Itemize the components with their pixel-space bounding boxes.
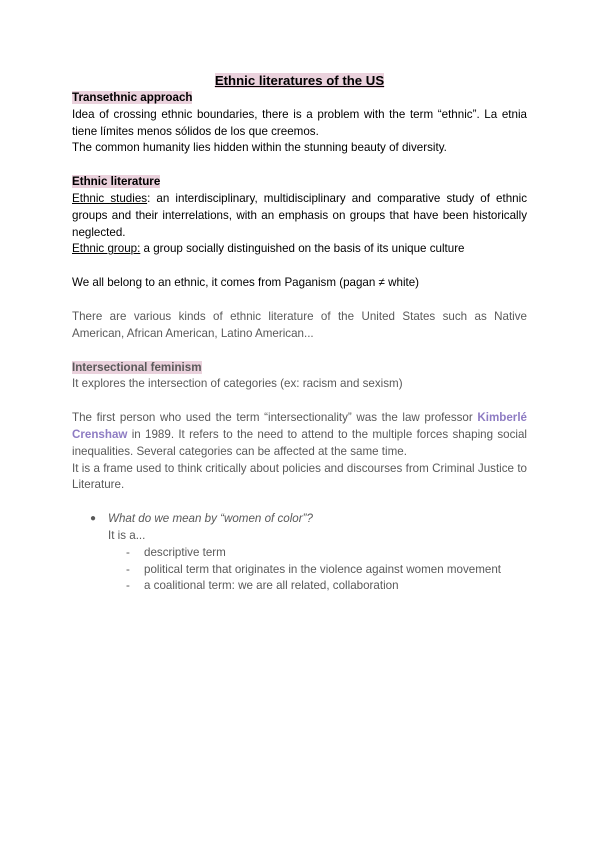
document-body	[72, 71, 527, 595]
heading-ethnic-literature: Ethnic literature	[72, 175, 161, 189]
frame-paragraph: It is a frame used to think critically about policies and discourses from Criminal Justice to Literature.	[72, 461, 527, 492]
section-intersectional	[72, 360, 527, 596]
heading-intersectional: Intersectional feminism	[72, 360, 202, 374]
transethnic-paragraph: Idea of crossing ethnic boundaries, there is a problem with the term “ethnic”. La etnia tiene límites menos sólidos de los que creemos.	[72, 107, 527, 138]
title-text: Ethnic literatures of the US	[214, 73, 385, 88]
heading-transethnic: Transethnic approach	[72, 91, 193, 104]
list-item	[72, 511, 527, 528]
it-is-a-text: It is a...	[108, 528, 146, 542]
ethnic-group-text: a group socially distinguished on the basis of its unique culture	[140, 242, 465, 256]
ethnic-studies-term: Ethnic studies	[72, 191, 148, 205]
paganism-note: We all belong to an ethnic, it comes from Paganism (pagan ≠ white)	[72, 276, 420, 290]
intersection-explores: It explores the intersection of categories (ex: racism and sexism)	[72, 377, 403, 391]
ethnic-group-definition	[72, 241, 527, 258]
list-item	[72, 562, 527, 579]
ethnic-studies-text: : an interdisciplinary, multidisciplinary and comparative study of ethnic groups and their interrelations, with an emphasis on groups that have been historically neglected.	[72, 191, 527, 239]
crenshaw-paragraph	[72, 410, 527, 460]
crenshaw-text-a: The first person who used the term “intersectionality” was the law professor	[72, 411, 478, 425]
term-descriptive: descriptive term	[144, 545, 226, 559]
list-item	[72, 578, 527, 595]
transethnic-common-humanity: The common humanity lies hidden within the stunning beauty of diversity.	[72, 141, 447, 155]
crenshaw-name: Kimberlé Crenshaw	[72, 411, 527, 441]
women-of-color-question: What do we mean by “women of color”?	[108, 512, 313, 526]
term-coalitional: a coalitional term: we are all related, collaboration	[144, 579, 399, 593]
women-of-color-list	[72, 511, 527, 528]
ethnic-studies-definition	[72, 191, 527, 241]
page-title	[72, 71, 527, 90]
kinds-paragraph: There are various kinds of ethnic literature of the United States such as Native American, African American, Latino American...	[72, 309, 527, 340]
term-political: political term that originates in the violence against women movement	[144, 562, 502, 576]
list-item	[72, 545, 527, 562]
dash-icon: -	[126, 562, 130, 576]
ethnic-group-term: Ethnic group:	[72, 242, 141, 256]
crenshaw-text-b: in 1989. It refers to the need to attend to the multiple forces shaping social inequalities. Several categories can be affected at the same time.	[72, 427, 527, 458]
dash-icon: -	[126, 545, 130, 559]
bullet-icon: ●	[90, 513, 97, 525]
dash-icon: -	[126, 579, 130, 593]
section-transethnic	[72, 90, 527, 157]
section-ethnic-literature	[72, 174, 527, 342]
